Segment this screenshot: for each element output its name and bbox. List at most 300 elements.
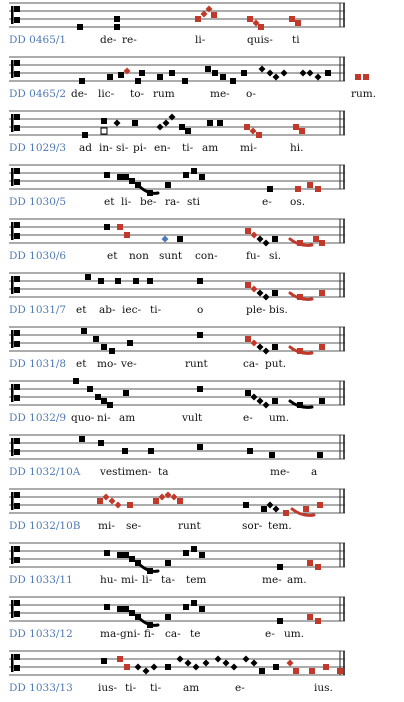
neume-diamond <box>281 70 288 77</box>
chant-label: DD 1032/9 <box>9 412 67 424</box>
lyric-syllable: ius. <box>314 682 333 694</box>
chant-label: DD 1031/8 <box>9 358 67 370</box>
neume-square <box>259 668 265 674</box>
neume-diamond <box>169 114 176 121</box>
neume-diamond <box>251 660 258 667</box>
neume-square <box>315 564 321 570</box>
neume-square <box>197 444 203 450</box>
chant-label: DD 0465/2 <box>9 88 67 100</box>
neume-square <box>307 182 313 188</box>
lyric-syllable: am <box>183 682 200 694</box>
lyric-syllable: de- <box>71 88 88 100</box>
neume-square <box>177 236 183 242</box>
lyric-syllable: a <box>311 466 318 478</box>
neume-square <box>245 282 251 288</box>
neume-square <box>317 452 323 458</box>
lyrics-row <box>0 412 404 428</box>
lyric-syllable: runt <box>185 358 208 370</box>
neume-diamond <box>263 294 270 301</box>
neume-diamond <box>251 394 258 401</box>
lyric-syllable: sti <box>187 196 200 208</box>
neume-square <box>272 344 278 350</box>
lyric-syllable: hu- <box>100 574 118 586</box>
neume-square <box>337 668 343 674</box>
lyric-syllable: li- <box>121 196 132 208</box>
neume-square <box>114 24 120 30</box>
neume-square <box>117 224 123 230</box>
neume-square <box>258 24 264 30</box>
lyric-syllable: quo- <box>71 412 95 424</box>
lyric-syllable: mi- <box>98 520 115 532</box>
chant-line <box>0 378 404 432</box>
neume-diamond <box>114 120 121 127</box>
lyric-syllable: me- <box>210 88 230 100</box>
lyric-syllable: to- <box>130 88 145 100</box>
neume-square <box>123 174 129 180</box>
chant-line <box>0 540 404 594</box>
c-clef-icon <box>11 276 20 294</box>
lyric-syllable: ab- <box>99 304 116 316</box>
neume-diamond <box>177 656 184 663</box>
lyric-syllable: ti- <box>125 682 137 694</box>
neume-square <box>81 328 87 334</box>
neume-diamond <box>250 128 257 135</box>
lyrics-row <box>0 520 404 536</box>
lyric-syllable: ple- <box>246 304 266 316</box>
lyric-syllable: ius- <box>98 682 118 694</box>
lyric-syllable: e- <box>243 412 253 424</box>
lyric-syllable: me- <box>262 574 282 586</box>
neume-diamond <box>267 502 274 509</box>
neume-square <box>98 440 104 446</box>
neume-diamond <box>185 660 192 667</box>
lyrics-row <box>0 88 404 104</box>
chant-line <box>0 0 404 54</box>
lyric-syllable: vult <box>182 412 203 424</box>
neume-square <box>299 128 305 134</box>
neume-square <box>355 74 361 80</box>
neume-square <box>85 274 91 280</box>
neume-square <box>247 448 253 454</box>
neume-square <box>207 120 213 126</box>
neume-square <box>117 656 123 662</box>
lyrics-row <box>0 466 404 482</box>
lyric-syllable: ni- <box>97 412 111 424</box>
lyric-syllable: um. <box>269 412 290 424</box>
neume-square <box>297 402 303 408</box>
neume-square <box>129 178 135 184</box>
music-staff <box>0 324 404 358</box>
c-clef-icon <box>11 546 20 564</box>
lyric-syllable: um. <box>284 628 305 640</box>
neume-square <box>247 16 253 22</box>
lyric-syllable: ti- <box>150 304 162 316</box>
neume-diamond <box>215 656 222 663</box>
neume-square <box>123 552 129 558</box>
neume-square <box>97 498 103 504</box>
lyrics-row <box>0 142 404 158</box>
c-clef-icon <box>11 654 20 672</box>
neume-square <box>165 560 171 566</box>
neume-square <box>191 168 197 174</box>
neume-square <box>183 172 189 178</box>
neume-diamond <box>263 402 270 409</box>
music-staff <box>0 270 404 304</box>
neume-square <box>245 228 251 234</box>
neume-square <box>319 240 325 246</box>
lyric-syllable: sunt <box>159 250 183 262</box>
lyric-syllable: rum <box>153 88 175 100</box>
neume-square <box>101 118 107 124</box>
neume-diamond <box>315 74 322 81</box>
music-staff <box>0 54 404 88</box>
neume-square <box>135 182 141 188</box>
lyric-syllable: se- <box>126 520 142 532</box>
neume-square <box>117 606 123 612</box>
neume-square <box>101 398 107 404</box>
lyric-syllable: non <box>129 250 149 262</box>
lyric-syllable: ma- <box>100 628 120 640</box>
c-clef-icon <box>11 60 20 78</box>
neume-square <box>115 278 121 284</box>
neume-square <box>182 78 188 84</box>
neume-square <box>129 556 135 562</box>
lyric-syllable: ve- <box>121 358 137 370</box>
neume-square <box>177 498 183 504</box>
lyric-syllable: tem <box>186 574 207 586</box>
chant-line <box>0 432 404 486</box>
neume-diamond <box>165 492 172 499</box>
neume-square <box>323 664 329 670</box>
neume-square <box>244 124 250 130</box>
neume-square <box>272 398 278 404</box>
neume-diamond <box>157 124 164 131</box>
lyric-syllable: et <box>76 358 87 370</box>
music-staff <box>0 108 404 142</box>
chant-label: DD 1033/12 <box>9 628 73 640</box>
neume-diamond <box>300 70 307 77</box>
neume-square <box>104 224 110 230</box>
neume-diamond <box>193 664 200 671</box>
lyric-syllable: re- <box>122 34 137 46</box>
neume-square <box>293 668 299 674</box>
neume-diamond <box>287 660 294 667</box>
chant-line <box>0 486 404 540</box>
c-clef-icon <box>11 492 20 510</box>
neume-square <box>127 340 133 346</box>
neume-square <box>183 550 189 556</box>
lyrics-row <box>0 34 404 50</box>
neume-diamond <box>124 68 131 75</box>
chant-line <box>0 108 404 162</box>
neume-diamond <box>151 664 158 671</box>
neume-square <box>135 614 141 620</box>
chant-label: DD 1032/10A <box>9 466 81 478</box>
neume-square <box>87 386 93 392</box>
neume-square <box>124 664 130 670</box>
neume-square <box>165 182 171 188</box>
neume-diamond <box>251 286 258 293</box>
neume-square <box>309 668 315 674</box>
lyric-syllable: ca- <box>165 628 181 640</box>
neume-diamond <box>273 506 280 513</box>
neume-square <box>319 344 325 350</box>
chant-line <box>0 216 404 270</box>
lyrics-row <box>0 250 404 266</box>
lyric-syllable: mi- <box>240 142 257 154</box>
lyric-syllable: o- <box>246 88 256 100</box>
lyric-syllable: ca- <box>243 358 259 370</box>
chant-label: DD 1029/3 <box>9 142 67 154</box>
neume-square <box>185 128 191 134</box>
lyric-syllable: vestimen- <box>100 466 152 478</box>
neume-square <box>179 124 185 130</box>
lyric-syllable: gni- <box>120 628 141 640</box>
neume-square <box>77 24 83 30</box>
chant-label: DD 1033/13 <box>9 682 73 694</box>
chant-label: DD 0465/1 <box>9 34 67 46</box>
neume-diamond <box>259 66 266 73</box>
lyric-syllable: de- <box>100 34 117 46</box>
chant-label: DD 1030/6 <box>9 250 67 262</box>
neume-square <box>230 78 236 84</box>
c-clef-icon <box>11 114 20 132</box>
lyric-syllable: e- <box>235 682 245 694</box>
neume-diamond <box>273 74 280 81</box>
lyrics-row <box>0 682 404 698</box>
chant-line <box>0 270 404 324</box>
neume-square <box>307 614 313 620</box>
c-clef-icon <box>11 384 20 402</box>
neume-diamond <box>263 240 270 247</box>
neume-square <box>220 74 226 80</box>
lyric-syllable: mo- <box>97 358 117 370</box>
lyric-syllable: en- <box>154 142 171 154</box>
neume-square <box>104 550 110 556</box>
lyric-syllable: me- <box>270 466 290 478</box>
neume-square <box>256 132 262 138</box>
neume-diamond <box>109 498 116 505</box>
music-staff <box>0 594 404 628</box>
neume-diamond <box>135 664 142 671</box>
lyrics-row <box>0 628 404 644</box>
neume-square <box>363 74 369 80</box>
neume-square <box>117 174 123 180</box>
neume-square <box>123 390 129 396</box>
lyric-syllable: hi. <box>290 142 304 154</box>
lyric-syllable: o <box>197 304 204 316</box>
neume-square <box>197 332 203 338</box>
neume-square <box>199 174 205 180</box>
neume-square <box>272 290 278 296</box>
neume-square <box>129 610 135 616</box>
c-clef-icon <box>11 222 20 240</box>
neume-diamond <box>115 502 122 509</box>
lyric-syllable: fi- <box>144 628 155 640</box>
c-clef-icon <box>11 438 20 456</box>
chant-label: DD 1033/11 <box>9 574 73 586</box>
neume-diamond <box>231 664 238 671</box>
neume-square <box>199 606 205 612</box>
neume-square <box>109 348 115 354</box>
lyric-syllable: in- <box>99 142 113 154</box>
neume-square <box>317 502 323 508</box>
neume-square <box>117 552 123 558</box>
chant-line <box>0 162 404 216</box>
neume-diamond <box>307 70 314 77</box>
lyric-syllable: con- <box>195 250 218 262</box>
neume-square <box>272 236 278 242</box>
neume-square <box>104 172 110 178</box>
neume-diamond <box>201 11 208 18</box>
neume-square <box>283 510 289 516</box>
lyric-syllable: bis. <box>269 304 288 316</box>
neume-square <box>267 186 273 192</box>
chant-line <box>0 324 404 378</box>
lyric-syllable: ti- <box>182 142 194 154</box>
lyric-syllable: ta <box>158 466 169 478</box>
music-staff <box>0 216 404 250</box>
neume-diamond <box>103 494 110 501</box>
lyric-syllable: e- <box>262 196 272 208</box>
neume-square <box>123 606 129 612</box>
neume-square <box>107 402 113 408</box>
neume-square <box>205 66 211 72</box>
neume-square <box>101 658 107 664</box>
c-clef-icon <box>11 600 20 618</box>
neume-square <box>139 70 145 76</box>
neume-square <box>197 278 203 284</box>
music-staff <box>0 378 404 412</box>
neume-diamond <box>223 660 230 667</box>
neume-square <box>319 398 325 404</box>
neume-square <box>124 232 130 238</box>
neume-square <box>212 70 218 76</box>
neume-square <box>297 294 303 300</box>
neume-square <box>122 448 128 454</box>
neume-square <box>93 336 99 342</box>
chant-label: DD 1032/10B <box>9 520 81 532</box>
neume-square <box>165 664 171 670</box>
neume-square <box>295 186 301 192</box>
lyric-syllable: rum. <box>351 88 377 100</box>
lyric-syllable: ra- <box>165 196 180 208</box>
neume-square <box>114 16 120 22</box>
neume-square <box>135 78 141 84</box>
neume-diamond <box>206 6 213 13</box>
music-staff <box>0 432 404 466</box>
neume-square <box>169 70 175 76</box>
neume-square <box>153 498 159 504</box>
neume-square <box>217 120 223 126</box>
neume-diamond <box>243 656 250 663</box>
neume-diamond <box>143 668 150 675</box>
neume-square <box>183 604 189 610</box>
neume-square <box>135 560 141 566</box>
lyric-syllable: ti <box>292 34 300 46</box>
lyric-syllable: ta- <box>161 574 176 586</box>
lyric-syllable: li- <box>142 574 153 586</box>
lyric-syllable: si. <box>269 250 282 262</box>
neume-square <box>165 614 171 620</box>
music-staff <box>0 0 404 34</box>
neume-diamond <box>257 236 264 243</box>
neume-square <box>101 344 107 350</box>
neume-diamond <box>267 70 274 77</box>
lyric-syllable: sor- <box>242 520 263 532</box>
music-staff <box>0 648 404 682</box>
neume-square <box>277 564 283 570</box>
lyric-syllable: fu- <box>246 250 261 262</box>
neume-square <box>277 618 283 624</box>
neume-square <box>195 16 201 22</box>
neume-square <box>293 124 299 130</box>
lyric-syllable: runt <box>178 520 201 532</box>
chant-line <box>0 594 404 648</box>
lyric-syllable: am <box>119 412 136 424</box>
lyric-syllable: os. <box>290 196 306 208</box>
neume-square <box>148 448 154 454</box>
c-clef-icon <box>11 330 20 348</box>
neume-square <box>132 120 138 126</box>
neume-square <box>104 604 110 610</box>
neume-square <box>197 386 203 392</box>
neume-diamond <box>163 120 170 127</box>
lyrics-row <box>0 196 404 212</box>
neume-diamond <box>159 494 166 501</box>
neume-square <box>325 70 331 76</box>
music-staff <box>0 162 404 196</box>
lyric-syllable: tem. <box>268 520 292 532</box>
neume-diamond <box>263 348 270 355</box>
neume-square <box>98 278 104 284</box>
neume-square <box>199 552 205 558</box>
neume-square <box>79 436 85 442</box>
lyric-syllable: quis- <box>247 34 273 46</box>
neume-square <box>73 378 79 384</box>
neume-square <box>289 16 295 22</box>
lyric-syllable: am. <box>287 574 307 586</box>
lyric-syllable: et <box>104 196 115 208</box>
lyric-syllable: li- <box>195 34 206 46</box>
lyrics-row <box>0 358 404 374</box>
chant-label: DD 1030/5 <box>9 196 67 208</box>
lyric-syllable: et <box>107 250 118 262</box>
neume-square <box>107 74 113 80</box>
neume-square <box>269 452 275 458</box>
neume-square <box>297 348 303 354</box>
neume-square <box>191 600 197 606</box>
neume-square <box>303 506 309 512</box>
neume-square <box>241 70 247 76</box>
neume-square <box>79 78 85 84</box>
neume-square <box>273 664 279 670</box>
neume-square <box>147 278 153 284</box>
neume-square <box>191 546 197 552</box>
lyric-syllable: et <box>76 304 87 316</box>
neume-square <box>133 278 139 284</box>
lyric-syllable: be- <box>140 196 157 208</box>
c-clef-icon <box>11 168 20 186</box>
neume-square <box>127 502 133 508</box>
neume-square <box>211 12 217 18</box>
lyrics-row <box>0 574 404 590</box>
lyric-syllable: lic- <box>98 88 115 100</box>
lyric-syllable: si- <box>116 142 129 154</box>
neume-square <box>118 72 124 78</box>
chant-line <box>0 648 404 702</box>
neume-diamond <box>257 290 264 297</box>
